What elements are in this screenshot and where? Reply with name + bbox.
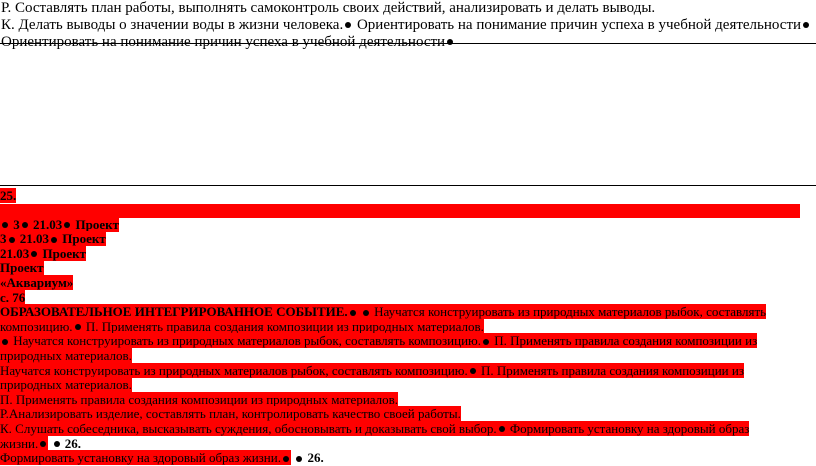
bullet-icon [803,22,809,28]
bullet-icon [483,339,489,345]
table-border [0,43,816,44]
goal-line: Р. Составлять план работы, выполнять самоконтроль своих действий, анализировать и делать выводы. [1,0,656,16]
lesson-outcome: природных материалов. [0,377,132,393]
lesson-cell: 3 [0,231,7,247]
lesson-outcome: Формировать установку на здоровый образ жизни. [0,450,281,466]
lesson-outcome: Научатся конструировать из природных материалов рыбок, составлять [370,304,767,320]
goal-text: К. Делать выводы о значении воды в жизни человека. [1,17,344,33]
bullet-icon [64,222,70,228]
lesson-number: 25. [0,188,17,203]
bullet-icon [345,22,351,28]
lesson-outcome: жизни. [0,435,39,451]
bullet-icon [54,441,60,447]
bullet-icon [2,339,8,345]
lesson-date: 21.03 [19,231,49,247]
lesson-outcome: К. Слушать собеседника, высказывать суждения, обосновывать и доказывать свой выбор. [0,420,497,436]
goal-text: Ориентировать на понимание причин успеха в учебной деятельности [1,34,446,50]
lesson-date: 21.03 [33,216,63,232]
bullet-icon [350,310,356,316]
lesson-date: 21.03 [0,245,30,261]
lesson-type: Проект [75,216,119,232]
lesson-topic: «Аквариум» [0,274,74,290]
lesson-outcome: композицию. [0,318,73,334]
lesson-page: с. 76 [0,289,26,305]
lesson-row [0,189,800,466]
bullet-icon [31,251,37,257]
lesson-type: Проект [42,245,86,261]
lesson-outcome: Научатся конструировать из природных материалов рыбок, составлять композицию. [10,333,481,349]
bullet-icon [2,222,8,228]
bullet-icon [40,441,46,447]
bullet-icon [22,222,28,228]
lesson-outcome: П. Применять правила создания композиции из природных материалов. [82,318,484,334]
lesson-outcome: природных материалов. [0,347,132,363]
lesson-outcome: Р.Анализировать изделие, составлять план, контролировать качество своей работы. [0,406,461,422]
goal-line [1,17,815,34]
bullet-icon [363,310,369,316]
lesson-number: 26. [64,435,81,451]
lesson-cell: 3 [13,216,20,232]
lesson-outcome: П. Применять правила создания композиции из природных материалов. [0,391,399,407]
bullet-icon [9,237,15,243]
lesson-outcome: П. Применять правила создания композиции из [477,362,744,378]
lesson-type: Проект [0,260,44,276]
bullet-icon [75,324,81,330]
lesson-outcome: Научатся конструировать из природных материалов рыбок, составлять композицию. [0,362,468,378]
table-border [0,185,816,186]
lesson-outcome: Формировать установку на здоровый образ [506,420,750,436]
bullet-icon [51,237,57,243]
lesson-type: Проект [62,231,106,247]
bullet-icon [470,368,476,374]
goal-text: Ориентировать на понимание причин успеха в учебной деятельности [353,17,802,33]
lesson-event: ОБРАЗОВАТЕЛЬНОЕ ИНТЕГРИРОВАННОЕ СОБЫТИЕ. [0,304,348,320]
highlight-block [0,204,800,218]
lesson-number: 26. [307,450,324,466]
bullet-icon [499,426,505,432]
lesson-outcome: П. Применять правила создания композиции из [491,333,758,349]
